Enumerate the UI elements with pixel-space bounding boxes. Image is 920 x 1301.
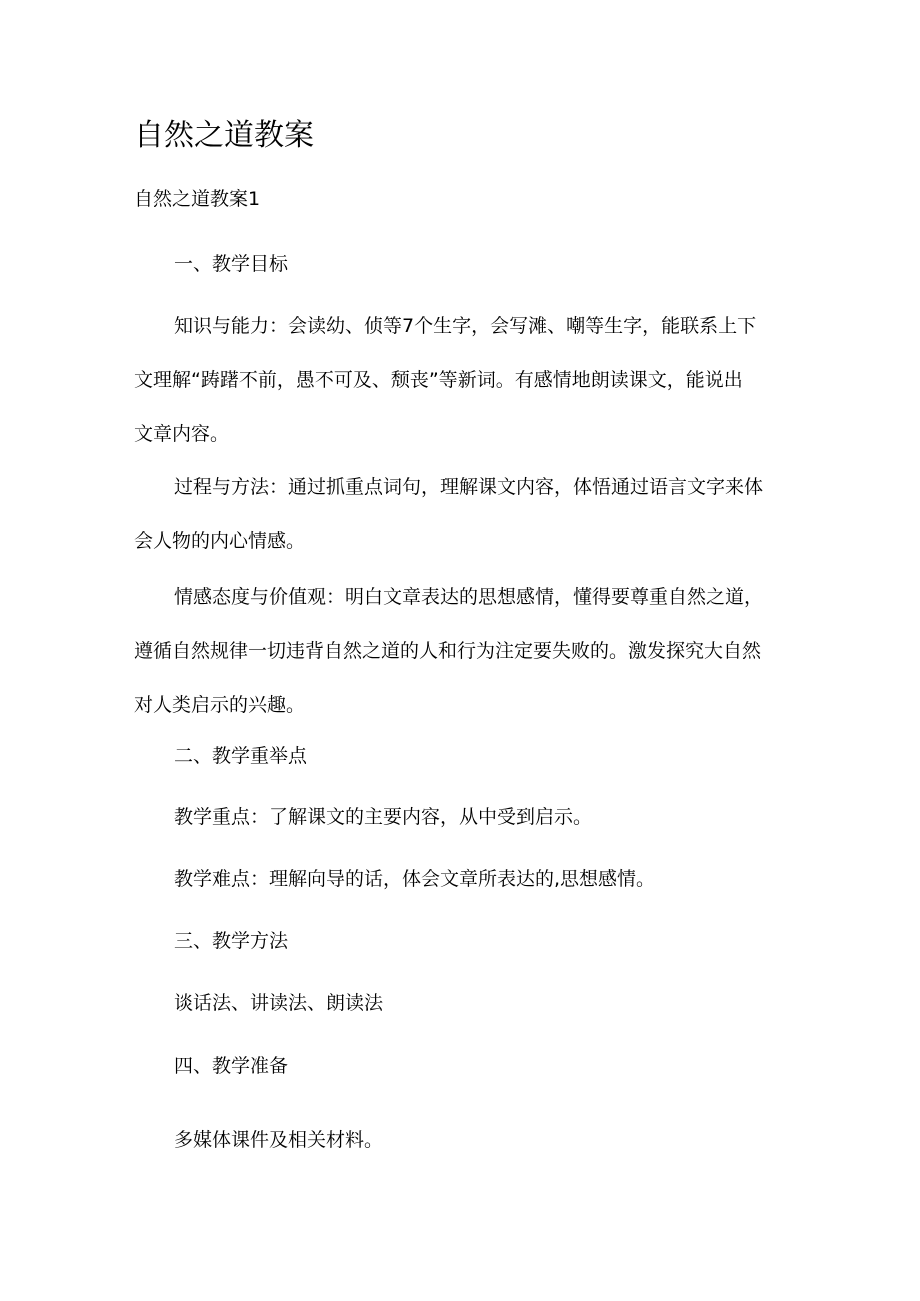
paragraph-line: 知识与能力：会读幼、侦等7个生字，会写滩、嘲等生字，能联系上下 bbox=[174, 315, 757, 337]
paragraph-line: 文章内容。 bbox=[134, 423, 230, 445]
paragraph-line: 对人类启示的兴趣。 bbox=[134, 694, 306, 716]
paragraph-line: 文理解“踌躇不前，愚不可及、颓丧”等新词。有感情地朗读课文，能说出 bbox=[134, 369, 743, 391]
document-title: 自然之道教案 bbox=[134, 118, 314, 153]
section-heading-key-points: 二、教学重举点 bbox=[174, 745, 308, 767]
paragraph-knowledge bbox=[134, 299, 794, 461]
section-heading-methods: 三、教学方法 bbox=[174, 930, 289, 952]
paragraph-line: 过程与方法：通过抓重点词句，理解课文内容，体悟通过语言文字来体 bbox=[174, 476, 764, 498]
methods-text: 谈话法、讲读法、朗读法 bbox=[174, 992, 384, 1014]
section-heading-preparation: 四、教学准备 bbox=[174, 1055, 289, 1077]
paragraph-process bbox=[134, 460, 794, 568]
paragraph-line: 会人物的内心情感。 bbox=[134, 530, 306, 552]
preparation-text: 多媒体课件及相关材料。 bbox=[174, 1129, 384, 1151]
key-point-text: 教学重点：了解课文的主要内容，从中受到启示。 bbox=[174, 806, 593, 828]
paragraph-line: 遵循自然规律一切违背自然之道的人和行为注定要失败的。激发探究大自然 bbox=[134, 640, 762, 662]
document-subtitle: 自然之道教案1 bbox=[134, 188, 261, 210]
paragraph-line: 情感态度与价值观：明白文章表达的思想感情，懂得要尊重自然之道， bbox=[174, 586, 764, 608]
difficult-point-text: 教学难点：理解向导的话，体会文章所表达的,思想感情。 bbox=[174, 868, 656, 890]
section-heading-goals: 一、教学目标 bbox=[174, 253, 289, 275]
paragraph-emotion bbox=[134, 570, 794, 732]
